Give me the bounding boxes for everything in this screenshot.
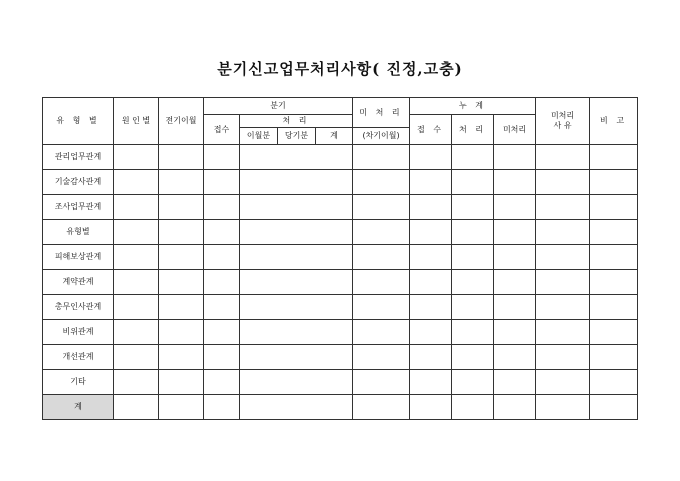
row-label: 총무인사관계 xyxy=(43,295,114,320)
header-cum-unprocessed: 미처리 xyxy=(494,115,536,145)
table-row xyxy=(43,170,638,195)
header-prev-month: 전기이월 xyxy=(159,98,204,145)
table-row xyxy=(43,220,638,245)
header-receipt: 접수 xyxy=(204,115,240,145)
header-unprocessed-reason xyxy=(536,98,590,145)
header-unprocessed-reason-line1: 미처리 xyxy=(550,111,575,120)
header-cum-receipt: 접 수 xyxy=(410,115,452,145)
row-label: 관리업무관계 xyxy=(43,145,114,170)
header-process: 처 리 xyxy=(240,115,353,128)
table-row xyxy=(43,295,638,320)
row-label: 조사업무관계 xyxy=(43,195,114,220)
row-label: 기타 xyxy=(43,370,114,395)
report-table xyxy=(42,97,638,420)
header-current: 당기분 xyxy=(278,128,316,145)
row-label: 피해보상관계 xyxy=(43,245,114,270)
table-row xyxy=(43,145,638,170)
table-row xyxy=(43,345,638,370)
row-label: 기술감사관계 xyxy=(43,170,114,195)
header-unprocessed: 미 처 리 xyxy=(353,98,410,128)
row-label: 유형별 xyxy=(43,220,114,245)
header-carry-over: (차기이월) xyxy=(353,128,410,145)
table-row xyxy=(43,370,638,395)
header-cumulative: 누 계 xyxy=(410,98,536,115)
table-row xyxy=(43,195,638,220)
header-unprocessed-reason-line2: 사 유 xyxy=(553,121,572,130)
header-reason: 원 인 별 xyxy=(114,98,159,145)
row-label: 계약관계 xyxy=(43,270,114,295)
table-row xyxy=(43,245,638,270)
header-type: 유 형 별 xyxy=(43,98,114,145)
header-quarter: 분기 xyxy=(204,98,353,115)
header-sum: 계 xyxy=(316,128,353,145)
header-remarks: 비 고 xyxy=(590,98,638,145)
row-label: 개선관계 xyxy=(43,345,114,370)
row-label-total: 계 xyxy=(43,395,114,420)
total-row xyxy=(43,395,638,420)
table-row xyxy=(43,270,638,295)
header-this-month: 이월분 xyxy=(240,128,278,145)
table-row xyxy=(43,320,638,345)
page-title: 분기신고업무처리사항( 진정,고충) xyxy=(217,60,463,78)
row-label: 비위관계 xyxy=(43,320,114,345)
header-cum-process: 처 리 xyxy=(452,115,494,145)
